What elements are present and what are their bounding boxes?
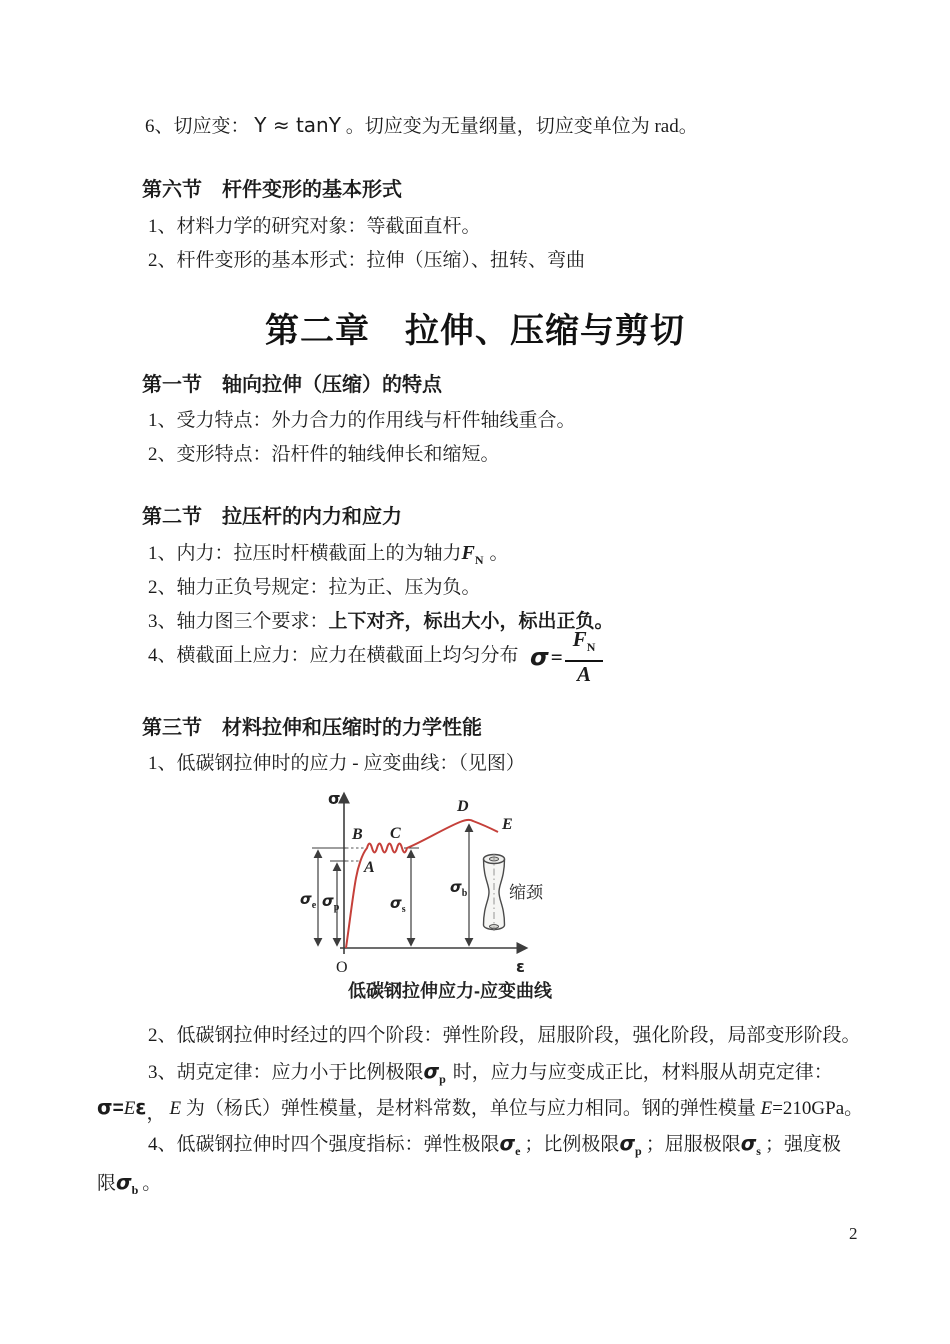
sigma-p-inline-sub: p [439, 1072, 446, 1086]
figure-caption: 低碳钢拉伸应力-应变曲线 [348, 981, 552, 1001]
point-c-label: C [390, 825, 401, 842]
strength-indices-line2-pre: 限 [97, 1173, 117, 1194]
point-e-label: E [502, 816, 513, 833]
section3-item-3 [148, 1060, 833, 1091]
hooke-formula-comma: ， [146, 1103, 166, 1124]
strength-indices-mid2: ；屈服极限 [645, 1134, 741, 1155]
origin-label: O [336, 959, 348, 976]
stress-formula [530, 627, 603, 687]
section3-item-1: 1、低碳钢拉伸时的应力 - 应变曲线：（见图） [148, 753, 525, 774]
strength-indices-mid1: ；比例极限 [524, 1134, 620, 1155]
sigma-s-inline: σ [740, 1131, 757, 1155]
strength-indices-pre: 4、低碳钢拉伸时四个强度指标：弹性极限 [148, 1134, 500, 1155]
sigma-b-label: $\sigma_b$ [450, 878, 468, 899]
section6-item-2: 2、杆件变形的基本形式：拉伸（压缩）、扭转、弯曲 [148, 250, 586, 271]
section2-item3-bold: 上下对齐，标出大小，标出正负。 [328, 611, 614, 632]
section2-item-4: 4、横截面上应力：应力在横截面上均匀分布 [148, 645, 519, 666]
sigma-p-inline: σ [423, 1059, 440, 1083]
stress-strain-figure [280, 782, 620, 980]
section6-heading: 第六节 杆件变形的基本形式 [142, 179, 402, 201]
sigma-e-inline: σ [499, 1131, 516, 1155]
section2-item1-text: 1、内力：拉压时杆横截面上的为轴力 [148, 543, 462, 564]
chapter-title: 第二章 拉伸、压缩与剪切 [265, 313, 685, 350]
section3-item-3-line2 [97, 1096, 863, 1125]
shear-strain-text-post: 。切应变为无量纲量，切应变单位为 rad。 [345, 116, 698, 137]
epsilon-axis-label: ε [516, 957, 525, 976]
section3-item-2: 2、低碳钢拉伸时经过的四个阶段：弹性阶段，屈服阶段，强化阶段，局部变形阶段。 [148, 1025, 861, 1046]
shear-strain-formula: Υ ≈ tanΥ [254, 113, 341, 137]
section1-item-2: 2、变形特点：沿杆件的轴线伸长和缩短。 [148, 444, 500, 465]
section3-item-4-line2: 限$\sigma_b$ 。 [97, 1170, 162, 1197]
young-modulus-text: 为（杨氏）弹性模量，是材料常数，单位与应力相同。钢的弹性模量 [181, 1098, 761, 1119]
sigma-s-label: $\sigma_s$ [390, 894, 406, 915]
shear-strain-note [145, 114, 698, 138]
steel-modulus-E: E [760, 1098, 773, 1119]
hooke-formula-sigma: σ [97, 1095, 113, 1119]
point-b-label: B [352, 826, 363, 843]
sigma-p-label: $\sigma_p$ [322, 892, 340, 913]
shear-strain-text-pre: 6、切应变： [145, 116, 250, 137]
sigma-p-inline-2: σ [619, 1131, 636, 1155]
stress-formula-denominator: A [577, 662, 592, 686]
section2-item-2: 2、轴力正负号规定：拉为正、压为负。 [148, 577, 481, 598]
stress-formula-numerator: $F_N$ [565, 627, 604, 662]
hooke-law-text-pre: 3、胡克定律：应力小于比例极限 [148, 1062, 424, 1083]
strength-indices-end: 。 [142, 1173, 162, 1194]
point-d-label: D [457, 798, 469, 815]
section6-item-1: 1、材料力学的研究对象：等截面直杆。 [148, 216, 481, 237]
section1-heading: 第一节 轴向拉伸（压缩）的特点 [142, 374, 442, 396]
hooke-formula-equals: = [112, 1098, 124, 1119]
hooke-law-text-post: 时，应力与应变成正比，材料服从胡克定律： [452, 1062, 833, 1083]
steel-modulus-value: =210GPa。 [772, 1098, 864, 1119]
sigma-axis-label: σ [328, 789, 341, 808]
sigma-e-label: $\sigma_e$ [300, 890, 317, 911]
section2-item1-period: 。 [489, 543, 509, 564]
stress-formula-fraction [565, 627, 604, 687]
axial-force-symbol: F [461, 542, 475, 564]
stress-formula-equals: = [550, 644, 563, 669]
axial-force-subscript: N [474, 553, 484, 567]
page-number: 2 [849, 1224, 858, 1243]
section2-item3-text: 3、轴力图三个要求： [148, 611, 329, 632]
point-a-label: A [364, 859, 375, 876]
young-modulus-E: E [169, 1098, 182, 1119]
section2-item-1 [148, 542, 509, 572]
hooke-formula-E: E [123, 1098, 136, 1119]
stress-strain-curve [346, 820, 498, 948]
section3-heading: 第三节 材料拉伸和压缩时的力学性能 [142, 717, 482, 739]
stress-formula-sigma: σ [530, 643, 549, 671]
sigma-b-inline: σ [116, 1170, 132, 1194]
strength-indices-mid3: ；强度极 [764, 1134, 841, 1155]
necked-specimen-drawing [484, 854, 505, 931]
necking-label: 缩颈 [509, 883, 543, 902]
section1-item-1: 1、受力特点：外力合力的作用线与杆件轴线重合。 [148, 410, 576, 431]
section3-item-4: 4、低碳钢拉伸时四个强度指标：弹性极限$\sigma_e$ ；比例极限$\sigma_p$ ；屈服极限$\sigma_s$ ；强度极 [148, 1131, 841, 1158]
section2-heading: 第二节 拉压杆的内力和应力 [142, 506, 402, 528]
hooke-formula-epsilon: ε [135, 1095, 147, 1119]
